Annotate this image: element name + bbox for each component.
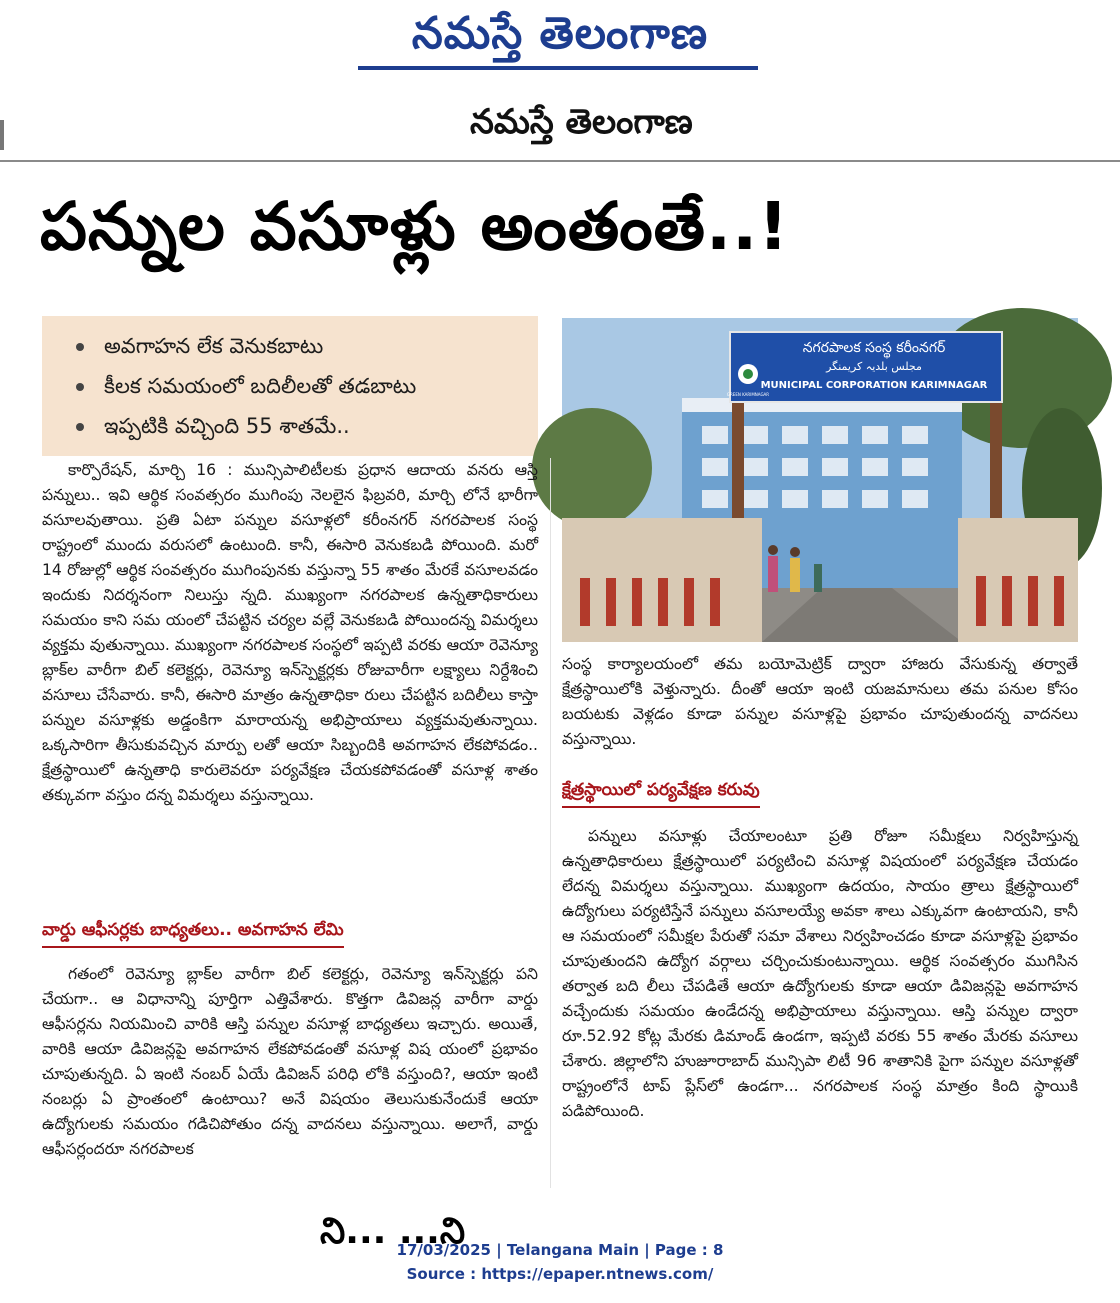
article-column-left-continued — [42, 962, 538, 1162]
next-article-cut-headline — [320, 1211, 620, 1252]
article-paragraph: కార్పొరేషన్, మార్చి 16 : మున్సిపాలిటీలకు ప్రధాన ఆదాయ వనరు ఆస్తి పన్నులు.. ఇవి ఆర్థిక సంవత్సరం ముగింపు నెలలైన ఫిబ్రవరి, మార్చి లోనే భారీగా వసూలవుతాయి. ప్రతి ఏటా పన్నుల వసూళ్లలో కరీంనగర్ నగరపాలక సంస్థ రాష్ట్రంలో ముందు వరుసలో ఉంటుంది. కానీ, ఈసారి వెనుకబడి పోయింది. మరో 14 రోజుల్లో ఆర్థిక సంవత్సరం ముగింపునకు వస్తున్నా 55 శాతం మేరకే వసూలవడం ఇందుకు నిదర్శనంగా నిలుస్తు న్నది. ముఖ్యంగా నగరపాలక ఉన్నతాధికారులు సమయం కాని సమ యంలో చేపట్టిన చర్యల వల్లే వెనుకబడి పోయిందన్న విమర్శలు వ్యక్తమ వుతున్నాయి. ముఖ్యంగా నగరపాలక సంస్థలో ఇప్పటి వరకు ఆయా రెవెన్యూ బ్లాక్‌ల వారీగా బిల్ కలెక్టర్లు, రెవెన్యూ ఇన్‌స్పెక్టర్లకు రోజువారీగా లక్ష్యాలు నిర్దేశించి వసూలు చేసేవారు. కానీ, ఈసారి మాత్రం ఉన్నతాధికా రులు చేపట్టిన బదిలీలు కాస్తా పన్నుల వసూళ్లకు అడ్డంకిగా మారాయన్న అభిప్రాయాలు వ్యక్తమవుతున్నాయి. ఒక్కసారిగా తీసుకువచ్చిన మార్పు లతో ఆయా సిబ్బందికి అవగాహన లేకపోవడం.. క్షేత్రస్థాయిలో ఉన్నతాధి కారులెవరూ పర్యవేక్షణ చేయకపోవడంతో వసూళ్ల శాతం తక్కువగా వస్తుం దన్న విమర్శలు వస్తున్నాయి. — [42, 461, 538, 804]
highlights-box — [42, 316, 538, 456]
page-edge-mark — [0, 120, 4, 150]
newspaper-name: నమస్తే తెలంగాణ — [470, 102, 693, 142]
subheading-field-supervision: క్షేత్రస్థాయిలో పర్యవేక్షణ కరువు — [562, 780, 760, 804]
sign-urdu: مجلس بلدیہ کریمنگر — [826, 360, 922, 373]
municipal-office-photo — [562, 318, 1078, 642]
sign-english: MUNICIPAL CORPORATION KARIMNAGAR — [760, 380, 988, 391]
sign-telugu: నగరపాలక సంస్థ కరీంనగర్ — [802, 340, 946, 356]
column-divider — [550, 458, 551, 1188]
photo-illustration — [562, 318, 1078, 642]
sign-logo-caption: GREEN KARIMNAGAR — [726, 392, 770, 397]
highlight-item: కీలక సమయంలో బదిలీలతో తడబాటు — [76, 366, 538, 406]
cut-headline-text: ని... ...ని — [320, 1211, 466, 1252]
article-headline: పన్నుల వసూళ్లు అంతంతే..! — [40, 188, 790, 265]
footer-date-edition: 17/03/2025 | Telangana Main | Page : 8 — [396, 1241, 724, 1259]
footer-source-link[interactable]: Source : https://epaper.ntnews.com/ — [406, 1265, 714, 1283]
article-paragraph: పన్నులు వసూళ్లు చేయాలంటూ ప్రతి రోజూ సమీక్షలు నిర్వహిస్తున్న ఉన్నతాధికారులు క్షేత్రస్థాయిలో పర్యటించి వసూళ్ల విషయంలో పర్యవేక్షణ చేయడం లేదన్న విమర్శలు వస్తున్నాయి. ముఖ్యంగా ఉదయం, సాయం త్రాలు క్షేత్రస్థాయిలో ఉద్యోగులు పర్యటిస్తేనే పన్నులు వసూలయ్యే అవకా శాలు ఎక్కువగా ఉంటాయని, కానీ ఆ సమయంలో సమీక్షల పేరుతో సమా వేశాలు నిర్వహించడం కూడా వసూళ్లపై ప్రభావం చూపుతుందని ఉద్యోగ వర్గాలు చర్చించుకుంటున్నాయి. ఆర్థిక సంవత్సరం ముగిసిన తర్వాత బది లీలు చేపడితే ఆయా ఉద్యోగులకు కూడా ఆయా డివిజన్లపై అవగాహన వచ్చేందుకు సమయం ఉండేదన్న అభిప్రాయాలు వస్తున్నాయి. ఆస్తి పన్నుల ద్వారా రూ.52.92 కోట్ల మేరకు డిమాండ్ ఉండగా, ఇప్పటి వరకు 55 శాతం మేరకు వసూలు చేశారు. జిల్లాలోని హుజూరాబాద్ మున్సిపా లిటీ 96 శాతానికి పైగా పన్నుల వసూళ్లతో రాష్ట్రంలోనే టాప్ ప్లేస్‌లో ఉండగా... నగరపాలక సంస్థ మాత్రం కింది స్థాయికి పడిపోయింది. — [562, 827, 1078, 1120]
article-paragraph: గతంలో రెవెన్యూ బ్లాక్‌ల వారీగా బిల్ కలెక్టర్లు, రెవెన్యూ ఇన్‌స్పెక్టర్లు పని చేయగా.. ఆ విధానాన్ని పూర్తిగా ఎత్తివేశారు. కొత్తగా డివిజన్ల వారీగా వార్డు ఆఫీసర్లను నియమించి వారికి ఆస్తి పన్నుల వసూళ్ల బాధ్యతలు ఇచ్చారు. అయితే, వారికి ఆయా డివిజన్లపై అవగాహన లేకపోవడంతో వసూళ్ల విష యంలో ప్రభావం చూపుతున్నది. ఏ ఇంటి నంబర్ ఏయే డివిజన్ పరిధి లోకి వస్తుంది?, ఆయా ఇంటి నంబర్లు ఏ ప్రాంతంలో ఉంటాయి? అనే విషయం తెలుసుకునేందుకే ఆయా ఉద్యోగులకు సమయం గడిచిపోతుం దన్న వాదనలు వస్తున్నాయి. అలాగే, వార్డు ఆఫీసర్లందరూ నగరపాలక — [42, 965, 538, 1158]
highlight-item: ఇప్పటికి వచ్చింది 55 శాతమే.. — [76, 406, 538, 446]
header-divider — [0, 160, 1120, 162]
highlight-item: అవగాహన లేక వెనుకబాటు — [76, 326, 538, 366]
article-column-right — [562, 652, 1078, 752]
masthead-title: నమస్తే తెలంగాణ — [411, 8, 709, 59]
article-paragraph: సంస్థ కార్యాలయంలో తమ బయోమెట్రిక్ ద్వారా హాజరు వేసుకున్న తర్వాతే క్షేత్రస్థాయిలోకి వెళ్తున్నారు. దీంతో ఆయా ఇంటి యజమానులు తమ పనుల కోసం బయటకు వెళ్లడం కూడా పన్నుల వసూళ్లపై ప్రభావం చూపుతుందన్న వాదనలు వస్తున్నాయి. — [562, 655, 1078, 748]
subheading-ward-officers: వార్డు ఆఫీసర్లకు బాధ్యతలు.. అవగాహన లేమి — [42, 920, 344, 944]
article-column-right-continued — [562, 824, 1078, 1124]
article-column-left — [42, 458, 538, 808]
masthead-underline — [358, 66, 758, 70]
page-footer — [0, 1238, 1120, 1286]
